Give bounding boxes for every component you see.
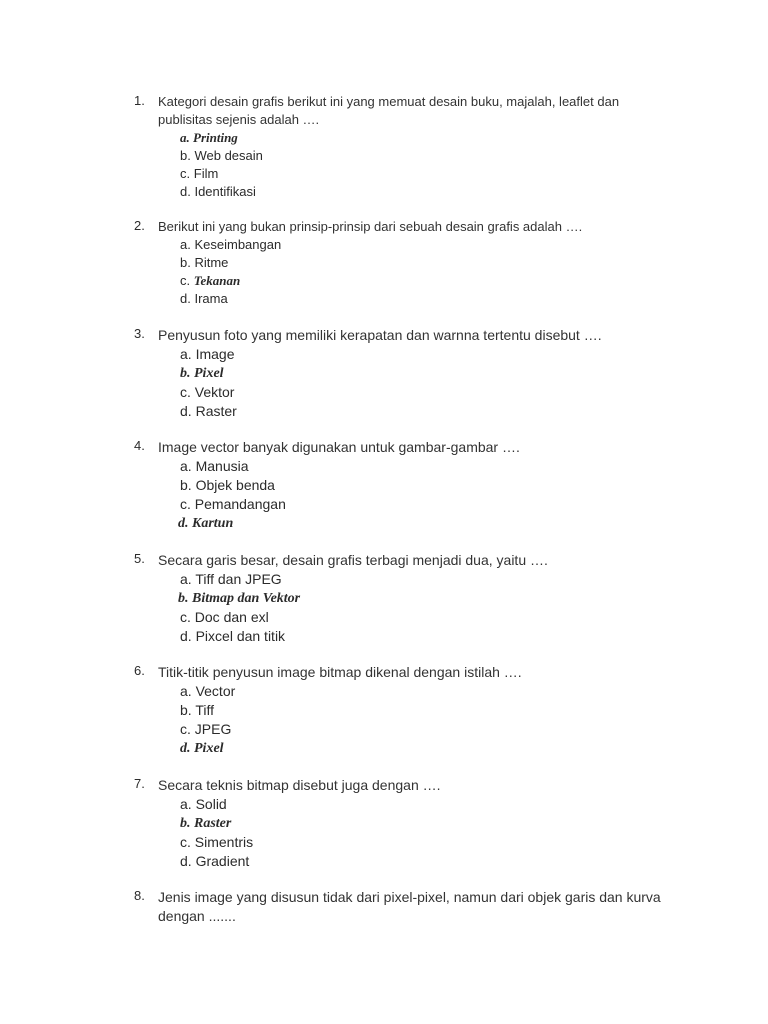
option-list bbox=[180, 457, 664, 533]
option-list bbox=[180, 682, 664, 758]
option-c: c. Doc dan exl bbox=[180, 609, 269, 625]
option-d: d. Irama bbox=[180, 291, 228, 306]
option-list bbox=[180, 570, 664, 646]
question-text: Penyusun foto yang memiliki kerapatan dan warnna tertentu disebut …. bbox=[158, 327, 602, 343]
option-c: c. Film bbox=[180, 166, 219, 181]
question-6 bbox=[134, 663, 664, 758]
option-c: c. JPEG bbox=[180, 721, 232, 737]
question-text: Titik-titik penyusun image bitmap dikenal dengan istilah …. bbox=[158, 664, 522, 680]
question-number: 2. bbox=[134, 218, 145, 233]
question-number: 3. bbox=[134, 326, 145, 341]
question-7 bbox=[134, 776, 664, 871]
option-b: b. Tiff bbox=[180, 702, 214, 718]
question-text: Secara teknis bitmap disebut juga dengan …. bbox=[158, 777, 441, 793]
question-text: Jenis image yang disusun tidak dari pixel-pixel, namun dari objek garis dan kurva dengan ....... bbox=[158, 889, 661, 924]
option-a-answer: a. Printing bbox=[180, 130, 238, 145]
option-list bbox=[180, 345, 664, 421]
option-a: a. Tiff dan JPEG bbox=[180, 571, 282, 587]
option-b-answer: b. Bitmap dan Vektor bbox=[178, 591, 301, 606]
question-2 bbox=[134, 218, 664, 308]
question-number: 7. bbox=[134, 776, 145, 791]
option-a: a. Keseimbangan bbox=[180, 237, 282, 252]
option-a: a. Manusia bbox=[180, 458, 249, 474]
option-list bbox=[180, 129, 664, 201]
question-number: 1. bbox=[134, 93, 145, 108]
option-a: a. Vector bbox=[180, 683, 236, 699]
option-d-answer: d. Pixel bbox=[180, 741, 224, 756]
option-c: c. Vektor bbox=[180, 384, 235, 400]
option-d-answer: d. Kartun bbox=[178, 516, 234, 531]
question-5 bbox=[134, 551, 664, 646]
question-number: 4. bbox=[134, 438, 145, 453]
option-list bbox=[180, 236, 664, 308]
option-c: c. Pemandangan bbox=[180, 496, 286, 512]
option-b: b. Ritme bbox=[180, 255, 229, 270]
option-b: b. Objek benda bbox=[180, 477, 275, 493]
question-4 bbox=[134, 438, 664, 533]
option-d: d. Pixcel dan titik bbox=[180, 628, 286, 644]
question-text: Image vector banyak digunakan untuk gambar-gambar …. bbox=[158, 439, 520, 455]
option-b: b. Web desain bbox=[180, 148, 263, 163]
option-c: c. Simentris bbox=[180, 834, 254, 850]
option-c-answer: c. Tekanan bbox=[180, 273, 241, 288]
option-b-answer: b. Raster bbox=[180, 816, 232, 831]
question-text: Kategori desain grafis berikut ini yang memuat desain buku, majalah, leaflet dan publisitas sejenis adalah …. bbox=[158, 94, 620, 127]
question-8 bbox=[134, 888, 664, 926]
question-number: 6. bbox=[134, 663, 145, 678]
option-a: a. Image bbox=[180, 346, 235, 362]
option-list bbox=[180, 795, 664, 871]
question-number: 8. bbox=[134, 888, 145, 903]
question-text: Berikut ini yang bukan prinsip-prinsip dari sebuah desain grafis adalah …. bbox=[158, 219, 583, 234]
option-d: d. Identifikasi bbox=[180, 184, 256, 199]
option-b-answer: b. Pixel bbox=[180, 366, 224, 381]
question-number: 5. bbox=[134, 551, 145, 566]
question-text: Secara garis besar, desain grafis terbagi menjadi dua, yaitu …. bbox=[158, 552, 548, 568]
question-3 bbox=[134, 326, 664, 421]
option-d: d. Gradient bbox=[180, 853, 250, 869]
option-d: d. Raster bbox=[180, 403, 237, 419]
option-a: a. Solid bbox=[180, 796, 227, 812]
question-1 bbox=[134, 93, 664, 201]
